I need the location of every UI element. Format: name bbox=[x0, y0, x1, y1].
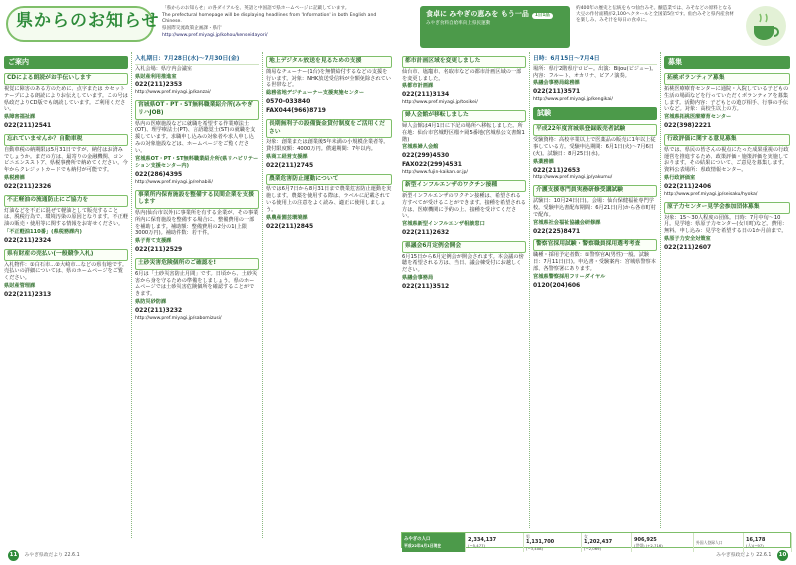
article-title: 事業所内保育施設を整備する民間企業を支援します bbox=[135, 190, 259, 209]
header-note-contact: 県国際交流政策企画課・県庁 bbox=[162, 26, 222, 32]
header-note-url[interactable]: http://www.pref.miyagi.jp/kohou/kenseidayori/ bbox=[162, 33, 268, 39]
phone-number: 022(211)3134 bbox=[402, 91, 450, 99]
article-body: 6月は「土砂災害防止月間」です。日頃から、土砂災害から身を守るための準備をしましょう。県のホームページでは土砂災害危険個所を確認することができます。 bbox=[135, 270, 258, 298]
article-title: 介護支援専門員実務研修受講試験 bbox=[533, 185, 657, 197]
header-note-ja: 「県からのお知らせ」の各ダイアルを、英語と中国語で県ホームページに記載しています。 bbox=[162, 6, 350, 11]
contact-label: 県障害福祉課 bbox=[4, 114, 36, 121]
footer-text: みやぎ県政だより 22.6.1 bbox=[24, 553, 80, 558]
phone-number: 0570-033840 bbox=[266, 98, 311, 106]
article-title: 日時：6月15日〜7月4日 bbox=[533, 56, 657, 65]
households-cell bbox=[632, 533, 694, 552]
page-number: 10 bbox=[777, 550, 788, 561]
article-body: 入札物件：①白石市…②大崎市…などの県有地です。売払いの詳細については、県のホームページをご覧ください。 bbox=[4, 261, 128, 282]
contact-label: 宮城県警察採用フリーダイヤル bbox=[533, 273, 606, 280]
article-body: 新型インフルエンザのワクチン接種は、希望される方すべてが受けることができます。接種を希望される方は、医療機関に予約の上、接種を受けてください。 bbox=[402, 192, 526, 220]
phone-number: 022(211)2529 bbox=[135, 246, 183, 254]
left-column-3 bbox=[266, 52, 392, 532]
column-divider bbox=[529, 52, 530, 528]
contact-label: 「不正軽油110番」(県税務課内) bbox=[4, 229, 82, 236]
tea-cup-icon bbox=[744, 4, 788, 48]
article-title: 拓桃ボランティア募集 bbox=[664, 73, 790, 85]
contact-label: 県防災砂防課 bbox=[135, 299, 167, 306]
section-heading: 試験 bbox=[533, 107, 657, 120]
phone-number: 022(211)2607 bbox=[664, 244, 712, 252]
article-body: 自動車税の納期限は5月31日ですが、納付はお済みでしょうか。まだの方は、最寄りの金融機関、コンビニエンスストア、県税事務所で納めてください。今年からクレジットカードでも納付が可能です。 bbox=[4, 146, 128, 174]
population-label: みやぎの人口 bbox=[404, 536, 431, 542]
contact-label: 宮城県婦人会館 bbox=[402, 144, 439, 151]
url-link[interactable]: http://www.pref.miyagi.jp/kengikai/ bbox=[533, 97, 613, 103]
households-diff: (世帯) (+2,716) bbox=[634, 543, 663, 549]
header-note-en: The prefectural homepage will be displaying headlines from 'Information' in both English and Chinese. bbox=[162, 13, 377, 25]
phone-number: 022(286)4395 bbox=[135, 170, 183, 178]
article-title: 県議会6月定例会開会 bbox=[402, 241, 526, 253]
population-total-cell bbox=[466, 533, 524, 552]
article-body: 6月15日から6月定例会が開会されます。本会議の傍聴を希望される方は、当日、議会棟受付にお越しください。 bbox=[402, 253, 524, 274]
right-column-2 bbox=[533, 52, 657, 532]
header-note bbox=[162, 6, 392, 48]
article-body: 視覚に障害のある方のために、点字または カセットテープによる朗読によりお伝えしています。この号は県政だよりCD版でも朗読しています。ご利用ください。 bbox=[4, 85, 128, 113]
article-title: 婦人会館が移転しました bbox=[402, 110, 526, 122]
phone-number: 022(211)2845 bbox=[266, 222, 314, 230]
article-body: 灯油などを不正に混ぜて軽油として販売することは、脱税行為で、環境汚染の原因となります。不正軽油の販売・使用等に関する情報をお寄せください。 bbox=[4, 207, 128, 228]
phone-number: 022(299)4530 bbox=[402, 152, 450, 160]
article-title: 都市計画区域を変更しました bbox=[402, 56, 526, 68]
article-title: 忘れていませんか？自動車税 bbox=[4, 134, 128, 146]
population-male-diff: (−3,408) bbox=[526, 545, 544, 551]
right-page bbox=[398, 0, 796, 565]
contact-label: 県農産園芸環境課 bbox=[266, 214, 308, 221]
page-title: 県からのお知らせ bbox=[16, 11, 160, 31]
foreign-label: 外国人登録人口 bbox=[696, 539, 723, 545]
right-column-1 bbox=[402, 52, 526, 532]
article-body: 試験日：10月24日(日)。会場：仙台保健福祉専門学校。受験申込書配布期間：6月21日(月)から各市町村で配布。 bbox=[533, 198, 656, 218]
url-link[interactable]: http://www.pref.miyagi.jp/rehabili/ bbox=[135, 179, 213, 185]
population-label-cell bbox=[402, 533, 466, 552]
contact-label: 県財産管理課 bbox=[4, 283, 36, 290]
page-footer-left bbox=[8, 550, 80, 561]
contact-label: 県原子力安全対策室 bbox=[664, 236, 711, 243]
phone-number: 022(211)3232 bbox=[135, 307, 183, 315]
column-divider bbox=[262, 52, 263, 538]
article-body: 拓桃医療療育センターに通院・入院している子どもの生活の場面などを行っていただくボランティアを募集します。活動内容：子どもとの遊び相手、行事の手伝いなど。対象：高校生以上の方。 bbox=[664, 85, 789, 113]
campaign-badge: 1日1品 bbox=[532, 13, 553, 19]
contact-label: 県議会事務局総務課 bbox=[533, 80, 580, 87]
article-body: 簡易なチューナー(1台)を無償給付するなどの支援を行います。対象：NHK放送受信料が全額免除されている世帯など。 bbox=[266, 68, 391, 89]
url-link[interactable]: http://www.pref.miyagi.jp/seisaku/hyoka/ bbox=[664, 191, 758, 197]
column-divider bbox=[660, 52, 661, 528]
population-date: 平成22年4月1日現在 bbox=[404, 542, 442, 548]
article-body: 場所：県庁2階県庁ロビー。出演：Bijou(ビジュー)。内容：フルート、オカリナ、ピアノ演奏。 bbox=[533, 65, 657, 79]
article-title: 平成22年度宮城県登録販売者試験 bbox=[533, 124, 657, 136]
population-female: 1,202,437 bbox=[584, 539, 613, 545]
article-body: 県では6月7日から8月31日まで農業危害防止運動を実施します。農薬を使用する際は、ラベルに記載されている使用上の注意をよく読み、適正に使用しましょう。 bbox=[266, 186, 392, 213]
campaign-banner bbox=[420, 6, 570, 48]
contact-label: 県行政評価室 bbox=[664, 175, 696, 182]
contact-label: 県議会事務局 bbox=[402, 275, 434, 282]
url-link[interactable]: http://www.pref.miyagi.jp/kanzai/ bbox=[135, 90, 211, 96]
article-title: 長期無利子の設備資金貸付制度をご活用ください bbox=[266, 119, 392, 138]
population-male-cell bbox=[524, 533, 582, 552]
article-body: 対象：創業または創業後5年未満の小規模企業者等。貸付限度額：4000万円。償還期間：7年以内。 bbox=[266, 139, 389, 153]
article-title: 地上デジタル放送を見るための支援 bbox=[266, 56, 392, 68]
column-divider bbox=[131, 52, 132, 538]
contact-label: 県税務課 bbox=[4, 175, 25, 182]
article-body: 職種・採用予定者数：①警察官A(男性)一般。試験日：7月11日(日)。申込書・受験案内：宮城県警察本部、各警察署にあります。 bbox=[533, 252, 656, 272]
article-title: 新型インフルエンザのワクチン接種 bbox=[402, 180, 526, 192]
campaign-text: 約400年の歴史と伝統をもつ仙台みそ。醸造業では、みそなどの原料となる大豆の作付面積が2,100ヘクタールと全国第5位です。仙台みそと県内産食材を楽しみ、みそ汁を毎日の食卓に。 bbox=[576, 6, 734, 24]
phone-number: 022(225)8471 bbox=[533, 227, 581, 235]
url-link[interactable]: http://www.pref.miyagi.jp/tosikei/ bbox=[402, 100, 478, 106]
population-female-cell bbox=[582, 533, 632, 552]
foreign-label-cell bbox=[694, 533, 744, 552]
article-title: 行政評価に関する意見募集 bbox=[664, 134, 790, 146]
article-title: 農業危害防止運動について bbox=[266, 174, 392, 186]
campaign-subtitle: みやぎ食料自給率向上県民運動 bbox=[426, 21, 491, 27]
contact-label: 県子育て支援課 bbox=[135, 238, 172, 245]
left-column-1 bbox=[4, 52, 128, 532]
contact-label: 県薬務課 bbox=[533, 158, 554, 165]
article-title: 警察官採用試験・警察職員採用選考考査 bbox=[533, 239, 657, 251]
population-male: 1,131,700 bbox=[526, 539, 555, 545]
article-body: 受験資格：高校卒業以上で医薬品の販売に1年以上従事している方。受験申込期間：6月1日(火)〜7月6日(火)。試験日：8月25日(水)。 bbox=[533, 137, 656, 157]
contact-label: 県財産利用推進室 bbox=[135, 73, 177, 80]
section-heading: 募集 bbox=[664, 56, 790, 69]
population-female-diff: (−2,069) bbox=[584, 545, 602, 551]
article-body: 入札会場：県庁内会議室 bbox=[135, 65, 193, 72]
contact-label: 宮城県新型インフルエンザ相談窓口 bbox=[402, 221, 485, 228]
campaign-title: 食卓に みやぎの恵みを もう一品 bbox=[426, 10, 529, 18]
phone-number: 022(398)2221 bbox=[664, 122, 712, 130]
phone-number: 0120(204)606 bbox=[533, 281, 581, 289]
url-link[interactable]: http://www.fujin-kaikan.or.jp/ bbox=[402, 170, 468, 176]
population-female-label: 女 bbox=[584, 534, 588, 539]
fax-number: FAX044(966)8719 bbox=[266, 106, 326, 114]
foreign-total: 16,178 bbox=[746, 536, 766, 543]
url-link[interactable]: http://www.pref.miyagi.jp/yakumu/ bbox=[533, 175, 613, 181]
page-number: 11 bbox=[8, 550, 19, 561]
left-column-2 bbox=[135, 52, 259, 532]
foreign-diff: (人)(−97) bbox=[746, 543, 764, 549]
footer-text: みやぎ県政だより 22.6.1 bbox=[716, 553, 772, 558]
contact-label: 県商工経営支援課 bbox=[266, 153, 308, 160]
article-title: 不正軽油の流通防止にご協力を bbox=[4, 195, 128, 207]
phone-number: 022(211)2632 bbox=[402, 229, 450, 237]
contact-label: 宮城県拓桃医療療育センター bbox=[664, 114, 732, 121]
phone-number: 022(211)2745 bbox=[266, 161, 314, 169]
article-body: 県内の医療施設などに就職を希望する作業療法士(OT)、理学療法士(PT)、言語聴覚士(ST)の就職を支援しています。求職申し込みの対象者や求人申し込みの対象施設などは、ホームページをご覧ください。 bbox=[135, 120, 256, 155]
article-title: 宮城県OT・PT・ST無料職業紹介所(みやぎリハJOB) bbox=[135, 100, 259, 119]
article-body: 仙台市、塩竈市、名取市などの都市計画区域の一部を変更しました。 bbox=[402, 68, 522, 82]
contact-label: 総務省地デジチューナー支援実施センター bbox=[266, 90, 365, 97]
phone-number: 022(211)2326 bbox=[4, 183, 52, 191]
population-table bbox=[401, 532, 791, 551]
population-total: 2,334,137 bbox=[468, 536, 497, 543]
phone-number: 022(211)2324 bbox=[4, 237, 52, 244]
phone-number: 022(211)2406 bbox=[664, 183, 712, 191]
article-title: 県有財産の売払い(一般競争入札) bbox=[4, 249, 128, 261]
phone-number: 022(211)3512 bbox=[402, 283, 450, 291]
contact-label: 宮城県OT・PT・ST無料職業紹介所(県リハビリテーション支援センター内) bbox=[135, 155, 259, 169]
phone-number: 022(211)2313 bbox=[4, 290, 52, 298]
article-body: 県では、県民の皆さんの視点にたった成果重視の行政運営を推進するため、政策評価・施策評価を実施しております。その結果について、ご意見を募集します。資料公表場所：県政情報センター。 bbox=[664, 146, 789, 174]
phone-number: 022(211)2541 bbox=[4, 122, 52, 130]
contact-label: 宮城県社会福祉協議会研修課 bbox=[533, 219, 601, 226]
right-column-3 bbox=[664, 52, 790, 532]
contact-label: 県都市計画課 bbox=[402, 83, 434, 90]
article-body: 県内(仙台市以外)に事業所を有する企業が、その事業所内に保育施設を整備する場合に、整備費用の一部を補助します。補助額：整備費用の2分の1(上限3000万円)。補助件数：若干件。 bbox=[135, 209, 259, 237]
url-link[interactable]: http://www.pref.miyagi.jp/sabomizusi/ bbox=[135, 315, 222, 321]
article-title: CDによる朗読がお手伝いします bbox=[4, 73, 128, 85]
article-title: 原子力センター見学会参加団体募集 bbox=[664, 202, 790, 214]
population-total-diff: (−5,477) bbox=[468, 543, 486, 549]
section-heading: ご案内 bbox=[4, 56, 128, 69]
article-body: 対象：15〜30人程度の団体。日時：7月中旬〜10月。見学地：県原子力センター(女川町)など。費用：無料。申し込み：見学を希望する日の1か月前まで。 bbox=[664, 214, 788, 235]
article-title: 土砂災害危険個所のご確認を! bbox=[135, 258, 259, 270]
phone-number: 022(211)2353 bbox=[135, 81, 183, 89]
article-title: 入札期日：7月28日(水)〜7月30日(金) bbox=[135, 56, 259, 65]
page-footer-right bbox=[716, 550, 788, 561]
phone-number: 022(211)2653 bbox=[533, 166, 581, 174]
population-male-label: 男 bbox=[526, 534, 530, 539]
fax-number: FAX022(299)4531 bbox=[402, 161, 462, 169]
households-total: 906,925 bbox=[634, 536, 657, 543]
foreign-total-cell bbox=[744, 533, 792, 552]
article-body: 婦人会館は4月1日に下記の場所へ移転しました。所在地：仙台市宮城野区榴ケ岡5番地(宮城県公文書館1階) bbox=[402, 122, 525, 143]
phone-number: 022(211)3571 bbox=[533, 88, 581, 96]
